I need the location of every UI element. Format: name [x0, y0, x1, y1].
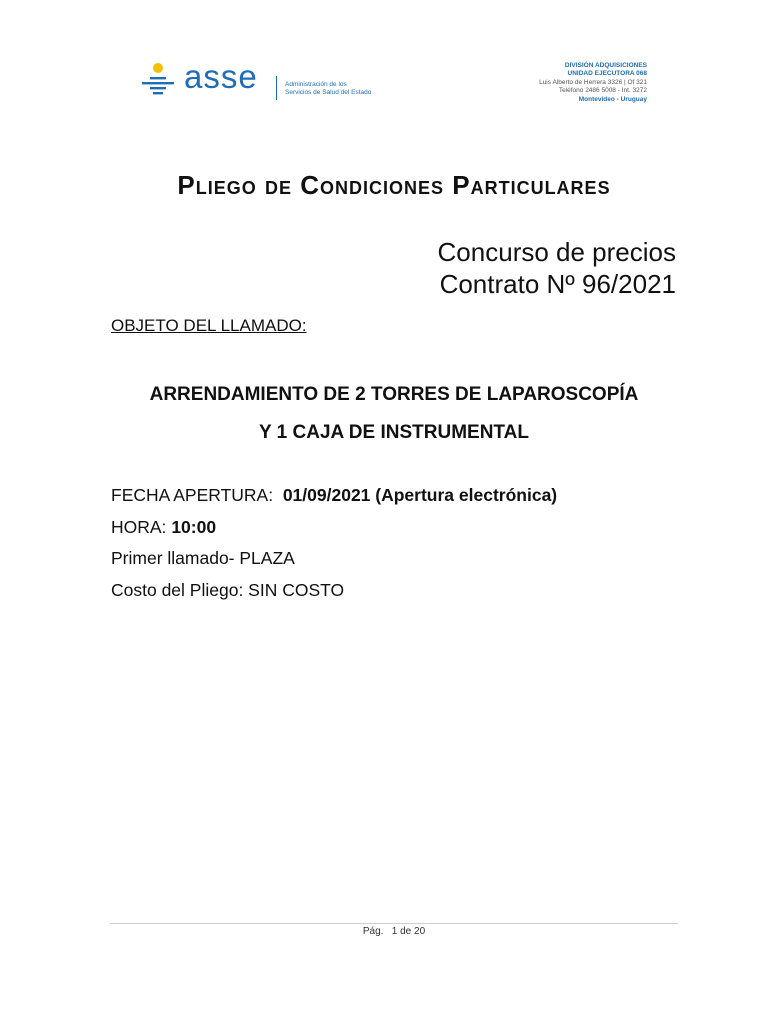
document-cost: Costo del Pliego: SIN COSTO: [111, 579, 345, 600]
logo-wordmark: asse: [184, 58, 258, 95]
opening-date-label: FECHA APERTURA:: [111, 485, 274, 505]
logo-divider: [276, 76, 277, 100]
procedure-block: [438, 236, 676, 300]
opening-date-row: [111, 480, 557, 512]
page-footer: [0, 926, 770, 937]
subject-line-2: Y 1 CAJA DE INSTRUMENTAL: [259, 422, 529, 443]
opening-time-row: [111, 512, 557, 544]
procedure-type: Concurso de precios: [437, 237, 676, 267]
city-line: Montevideo - Uruguay: [578, 95, 647, 103]
page-number: 1 de 20: [391, 926, 426, 937]
contract-number: Contrato Nº 96/2021: [439, 269, 676, 299]
call-type: Primer llamado- PLAZA: [111, 548, 295, 568]
asse-sun-icon: [140, 62, 184, 106]
phone-line: Teléfono 2486 5008 - Int. 3272: [558, 87, 647, 95]
call-subject: [100, 376, 688, 452]
asse-logo: [140, 58, 390, 106]
objeto-label: OBJETO DEL LLAMADO:: [111, 316, 307, 335]
document-title: Pliego de Condiciones Particulares: [177, 170, 611, 200]
page-label: Pág.: [362, 926, 384, 937]
division-name: DIVISIÓN ADQUISICIONES: [564, 62, 647, 69]
logo-tagline: Administración de los Servicios de Salud del Estado: [285, 81, 372, 96]
footer-divider: [110, 923, 678, 924]
opening-time-value: 10:00: [171, 516, 217, 537]
unit-name: UNIDAD EJECUTORA 068: [567, 70, 647, 78]
call-details: [111, 480, 557, 606]
subject-line-1: ARRENDAMIENTO DE 2 TORRES DE LAPAROSCOPÍA: [149, 384, 639, 405]
division-address: [539, 62, 647, 104]
opening-time-label: HORA:: [111, 516, 167, 537]
address-line: Luis Alberto de Herrera 3326 | Of 321: [539, 78, 647, 86]
opening-date-value: 01/09/2021 (Apertura electrónica): [282, 485, 558, 505]
